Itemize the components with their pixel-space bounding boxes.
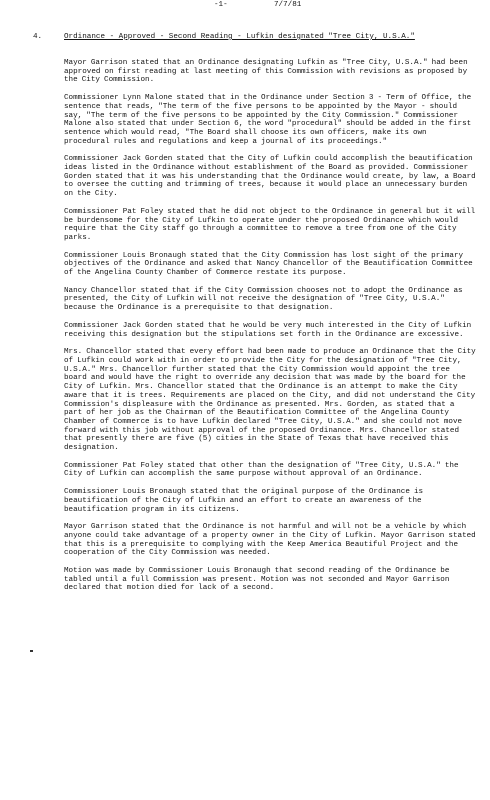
paragraph-chancellor-statement: Nancy Chancellor stated that if the City Commission chooses not to adopt the Ordinance as presented, the City of Lufkin will not receive the designation of "Tree City, U.S.A." because the Ordinance is a prerequisite to that designation. xyxy=(64,286,463,313)
agenda-item-number: 4. xyxy=(33,33,43,41)
paragraph-gorden-objection: Commissioner Jack Gorden stated that the City of Lufkin could accomplish the beautification ideas listed in the Ordinance without establishment of the Board as provided. Commissioner Gorden stated that it was his understanding that the Ordinance would create, by law, a Board to oversee the cutting and trimming of trees, because it would place an unnecessary burden on the City. xyxy=(64,155,476,199)
paragraph-foley-alternative: Commissioner Pat Foley stated that other than the designation of "Tree City, U.S.A." the City of Lufkin can accomplish the same purpose without approval of an Ordinance. xyxy=(64,461,459,479)
paragraph-bronaugh-request: Commissioner Louis Bronaugh stated that the City Commission has lost sight of the primary objectives of the Ordinance and asked that Nancy Chancellor of the Beautification Committee of the Angelina County Chamber of Commerce restate its purpose. xyxy=(64,251,473,278)
paragraph-motion: Motion was made by Commissioner Louis Bronaugh that second reading of the Ordinance be tabled until a full Commission was present. Motion was not seconded and Mayor Garrison declared that motion died for lack of a second. xyxy=(64,567,450,593)
paragraph-malone-revisions: Commissioner Lynn Malone stated that in the Ordinance under Section 3 - Term of Office, the sentence that reads, "The term of the five persons to be appointed by the Mayor - should say, "The term of the five persons to be appointed by the City Commission." Commissioner Malone also stated that under Section 6, the word "procedural" should be added in the first sentence which would read, "The Board shall choose its own officers, make its own procedural rules and regulations and keep a journal of its proceedings." xyxy=(64,94,472,146)
paragraph-mayor-support: Mayor Garrison stated that the Ordinance is not harmful and will not be a vehicle by which anyone could take advantage of a property owner in the City of Lufkin. Mayor Garrison stated that this is a prerequisite to complying with the Keep America Beautiful Project and the cooperation of the City Commission was needed. xyxy=(64,523,476,558)
meeting-date: 7/7/81 xyxy=(274,1,302,9)
paragraph-foley-comment: Commissioner Pat Foley stated that he did not object to the Ordinance in general but it will be burdensome for the City of Lufkin to operate under the proposed Ordinance which would require that the City staff go through a committee to remove a tree from one of the City parks. xyxy=(64,207,476,242)
page-number: -1- xyxy=(214,1,228,9)
agenda-item-title: Ordinance - Approved - Second Reading - Lufkin designated "Tree City, U.S.A." xyxy=(64,33,415,41)
paragraph-mayor-intro: Mayor Garrison stated that an Ordinance designating Lufkin as "Tree City, U.S.A." had been approved on first reading at last meeting of this Commission with revisions as proposed by the City Commission. xyxy=(64,59,468,85)
minutes-body xyxy=(64,59,476,602)
paragraph-bronaugh-purpose: Commissioner Louis Bronaugh stated that the original purpose of the Ordinance is beautification of the City of Lufkin and an effort to create an awareness of the beautification program in its citizens. xyxy=(64,488,424,514)
margin-mark xyxy=(30,650,33,652)
page-header xyxy=(0,1,490,11)
paragraph-chancellor-explanation: Mrs. Chancellor stated that every effort had been made to produce an Ordinance that the City of Lufkin could work with in order to provide the City for the designation of "Tree City, U.S.A." Mrs. Chancellor further stated that the City Commission would appoint the tree board and would have the right to override any decision that was made by the board for the City of Lufkin. Mrs. Chancellor stated that the Ordinance is an attempt to make the City aware that it is trees. Requirements are placed on the City, and did not understand the City Commission's displeasure with the Ordinance as presented. Mrs. Gorden, as stated that a part of her job as the Chairman of the Beautification Committee of the Angelina County Chamber of Commerce is to have Lufkin declared "Tree City, U.S.A." and she could not move forward with this job without approval of the proposed Ordinance. Mrs. Chancellor stated that presently there are five (5) cities in the State of Texas that have received this designation. xyxy=(64,348,476,453)
paragraph-gorden-interest: Commissioner Jack Gorden stated that he would be very much interested in the City of Lufkin receiving this designation but the stipulations set forth in the Ordinance are excessive. xyxy=(64,321,472,339)
